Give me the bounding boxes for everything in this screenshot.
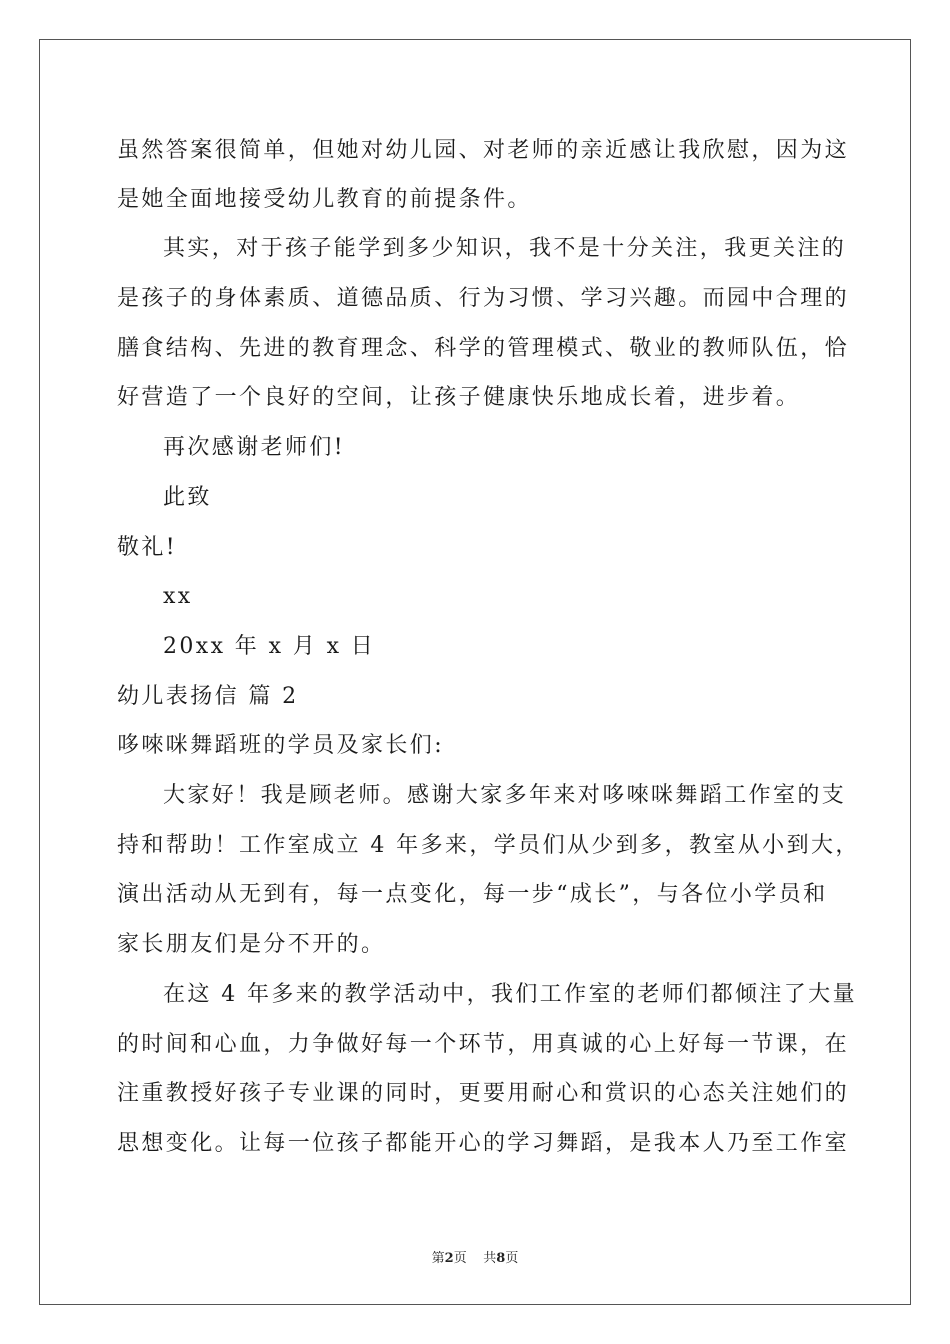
text-line: 再次感谢老师们! [163,435,346,460]
section-heading: 幼儿表扬信 篇 2 [117,684,299,709]
signature-line: xx [163,584,193,609]
footer-page-prefix: 第 [431,1251,445,1266]
text-line: 家长朋友们是分不开的。 [117,932,386,957]
text-line: 大家好！我是顾老师。感谢大家多年来对哆唻咪舞蹈工作室的支 [163,783,847,808]
footer-total-suffix: 页 [505,1251,519,1266]
salutation-line: 敬礼! [117,535,178,560]
footer-page-number: 2 [444,1251,454,1266]
page-footer [0,1247,950,1266]
text-line: 注重教授好孩子专业课的同时，更要用耐心和赏识的心态关注她们的 [117,1081,850,1106]
text-line: 好营造了一个良好的空间，让孩子健康快乐地成长着，进步着。 [117,385,801,410]
footer-page-suffix: 页 [453,1251,467,1266]
text-line: 持和帮助！工作室成立 4 年多来，学员们从少到多，教室从小到大， [117,833,860,858]
text-line: 在这 4 年多来的教学活动中，我们工作室的老师们都倾注了大量 [163,982,857,1007]
text-line: 其实，对于孩子能学到多少知识，我不是十分关注，我更关注的 [163,236,847,261]
text-line: 演出活动从无到有，每一点变化，每一步“成长”，与各位小学员和 [117,882,828,907]
text-line: 虽然答案很简单，但她对幼儿园、对老师的亲近感让我欣慰，因为这 [117,138,850,163]
greeting-line: 哆唻咪舞蹈班的学员及家长们: [117,733,445,758]
footer-total-prefix: 共 [483,1251,497,1266]
text-line: 膳食结构、先进的教育理念、科学的管理模式、敬业的教师队伍，恰 [117,336,850,361]
footer-total-number: 8 [496,1251,506,1266]
page-border [39,39,911,1305]
text-line: 思想变化。让每一位孩子都能开心的学习舞蹈，是我本人乃至工作室 [117,1131,850,1156]
salutation-line: 此致 [163,485,212,510]
date-line: 20xx 年 x 月 x 日 [163,634,376,659]
text-line: 是她全面地接受幼儿教育的前提条件。 [117,187,532,212]
text-line: 的时间和心血，力争做好每一个环节，用真诚的心上好每一节课，在 [117,1032,850,1057]
text-line: 是孩子的身体素质、道德品质、行为习惯、学习兴趣。而园中合理的 [117,286,850,311]
